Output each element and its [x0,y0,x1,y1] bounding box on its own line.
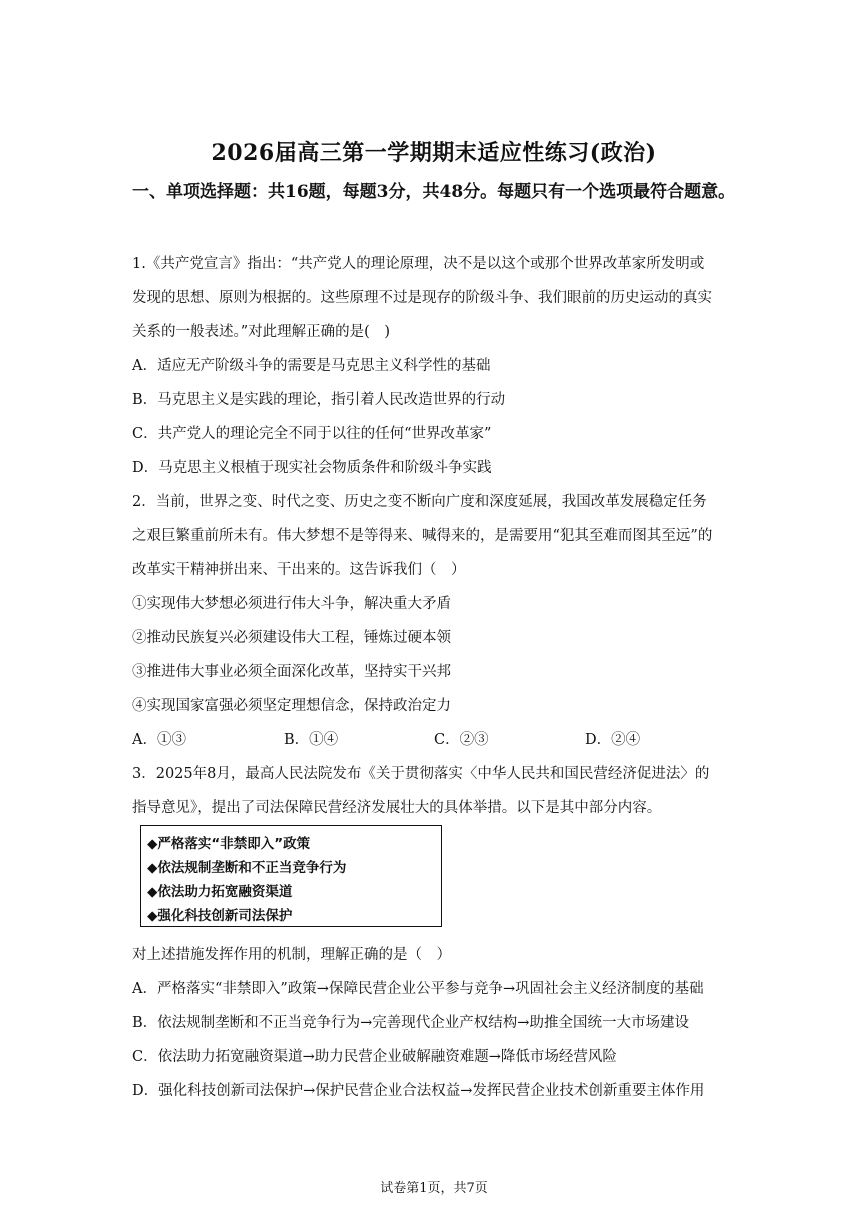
q2-option-d: D．②④ [585,732,641,748]
q3-stem-line: 3．2025年8月，最高人民法院发布《关于贯彻落实〈中华人民共和国民营经济促进法〉的 [132,766,710,782]
q3-option-c: C．依法助力拓宽融资渠道→助力民营企业破解融资难题→降低市场经营风险 [132,1049,617,1065]
q2-statement-2: ②推动民族复兴必须建设伟大工程，锤炼过硬本领 [132,630,451,646]
q1-stem-line: 关系的一般表述。”对此理解正确的是( ) [132,324,390,340]
q2-option-b: B．①④ [284,732,339,748]
q2-stem-line: 2．当前，世界之变、时代之变、历史之变不断向广度和深度延展，我国改革发展稳定任务 [132,494,707,510]
q3-stem-line: 指导意见》，提出了司法保障民营经济发展壮大的具体举措。以下是其中部分内容。 [132,800,662,816]
q3-measure-item: ◆强化科技创新司法保护 [147,908,293,924]
q3-option-d: D．强化科技创新司法保护→保护民营企业合法权益→发挥民营企业技术创新重要主体作用 [132,1083,705,1099]
q2-option-c: C．②③ [434,732,489,748]
q3-question: 对上述措施发挥作用的机制，理解正确的是（ ） [132,947,451,963]
q2-statement-1: ①实现伟大梦想必须进行伟大斗争，解决重大矛盾 [132,596,451,612]
q3-measure-item: ◆严格落实“非禁即入”政策 [147,836,311,852]
q3-option-b: B．依法规制垄断和不正当竞争行为→完善现代企业产权结构→助推全国统一大市场建设 [132,1015,689,1031]
q3-measure-item: ◆依法规制垄断和不正当竞争行为 [147,860,347,876]
q1-option-c: C．共产党人的理论完全不同于以往的任何“世界改革家” [132,426,492,442]
q2-stem-line: 改革实干精神拼出来、干出来的。这告诉我们（ ） [132,562,466,578]
q2-statement-3: ③推进伟大事业必须全面深化改革，坚持实干兴邦 [132,664,451,680]
q3-measure-item: ◆依法助力拓宽融资渠道 [147,884,293,900]
q1-stem-line: 1.《共产党宣言》指出：“共产党人的理论原理，决不是以这个或那个世界改革家所发明或 [132,256,705,272]
q3-option-a: A．严格落实“非禁即入”政策→保障民营企业公平参与竞争→巩固社会主义经济制度的基础 [132,981,704,997]
exam-title: 2026届高三第一学期期末适应性练习(政治) [211,140,657,166]
q1-stem-line: 发现的思想、原则为根据的。这些原理不过是现存的阶级斗争、我们眼前的历史运动的真实 [132,290,712,306]
q1-option-b: B．马克思主义是实践的理论，指引着人民改造世界的行动 [132,392,506,408]
q1-option-a: A．适应无产阶级斗争的需要是马克思主义科学性的基础 [132,358,491,374]
page-footer: 试卷第1页，共7页 [380,1181,488,1196]
q1-option-d: D．马克思主义根植于现实社会物质条件和阶级斗争实践 [132,460,492,476]
section-heading: 一、单项选择题：共16题，每题3分，共48分。每题只有一个选项最符合题意。 [132,182,736,202]
q2-option-a: A．①③ [132,732,186,748]
q2-stem-line: 之艰巨繁重前所未有。伟大梦想不是等得来、喊得来的，是需要用“犯其至难而图其至远”的 [132,528,713,544]
q2-statement-4: ④实现国家富强必须坚定理想信念，保持政治定力 [132,698,451,714]
q3-measures-box [140,825,442,927]
